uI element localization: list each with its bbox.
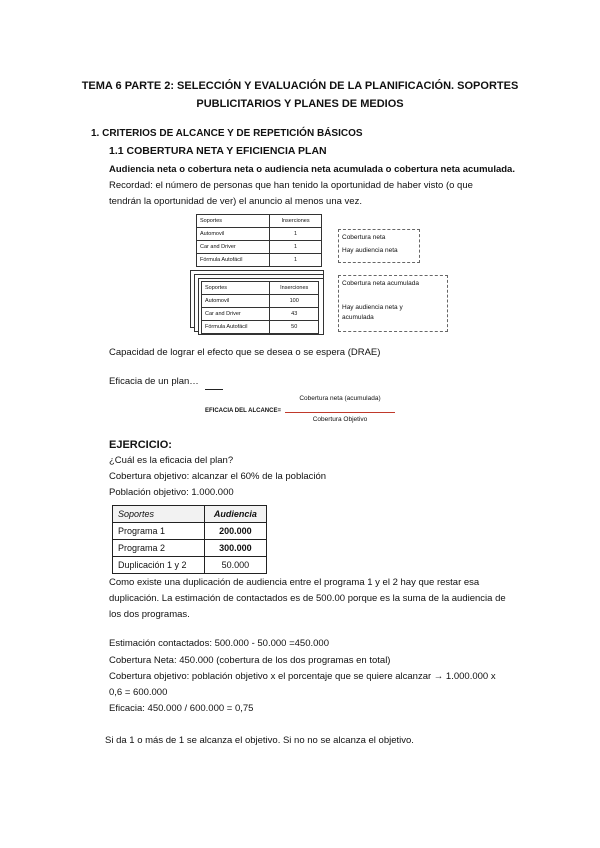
section-heading: 1. CRITERIOS DE ALCANCE Y DE REPETICIÓN BÁSICOS [91, 128, 363, 139]
paragraph-line: Como existe una duplicación de audiencia entre el programa 1 y el 2 hay que restar esa [109, 577, 480, 588]
question-line: ¿Cuál es la eficacia del plan? [109, 455, 234, 466]
fig2-cell: Automovil [202, 295, 270, 308]
fig1-cell: 1 [270, 241, 322, 254]
figure2-note-box [338, 275, 448, 332]
table-header-audiencia: Audiencia [204, 506, 266, 523]
figure1-note-box [338, 229, 420, 263]
table-cell: 200.000 [204, 523, 266, 540]
subsection-heading: 1.1 COBERTURA NETA Y EFICIENCIA PLAN [109, 145, 327, 157]
table-cell: 50.000 [204, 557, 266, 574]
fig1-cell: Automovil [197, 228, 270, 241]
table-header-soportes: Soportes [113, 506, 205, 523]
fig2-cell: Fórmula Autofácil [202, 321, 270, 334]
formula-label: EFICACIA DEL ALCANCE= [205, 408, 281, 414]
fig1-box-line1: Cobertura neta [342, 234, 386, 241]
calc-line: 0,6 = 600.000 [109, 687, 168, 698]
formula-denominator: Cobertura Objetivo [312, 416, 368, 423]
fig2-box-line1: Cobertura neta acumulada [342, 280, 419, 287]
table-cell: 300.000 [204, 540, 266, 557]
fig2-box-line2: Hay audiencia neta y acumulada [342, 304, 403, 321]
underline-mark [205, 389, 223, 390]
fig1-header-inserciones: Inserciones [270, 215, 322, 228]
population-line: Población objetivo: 1.000.000 [109, 487, 234, 498]
fraction-line [285, 412, 395, 413]
paragraph-line: duplicación. La estimación de contactados es de 500.00 porque es la suma de la audiencia de [109, 593, 506, 604]
fig1-cell: Car and Driver [197, 241, 270, 254]
fig2-cell: 43 [270, 308, 319, 321]
calc-line: Estimación contactados: 500.000 - 50.000 =450.000 [109, 638, 329, 649]
page-title: TEMA 6 PARTE 2: SELECCIÓN Y EVALUACIÓN DE LA PLANIFICACIÓN. SOPORTES PUBLICITARIOS Y PLANES DE MEDIOS [81, 80, 519, 110]
fig1-box-line2: Hay audiencia neta [342, 247, 398, 254]
ejercicio-heading: EJERCICIO: [109, 439, 172, 451]
fig2-cell: 50 [270, 321, 319, 334]
figure1-table [196, 214, 322, 267]
eficacia-intro: Eficacia de un plan… [109, 376, 199, 387]
fig1-cell: Fórmula Autofácil [197, 254, 270, 267]
figure2-table [201, 281, 319, 334]
calc-line: Cobertura objetivo: población objetivo x el porcentaje que se quiere alcanzar → 1.000.000 x [109, 671, 496, 682]
fig1-header-soportes: Soportes [197, 215, 270, 228]
fig1-cell: 1 [270, 228, 322, 241]
table-cell: Programa 1 [113, 523, 205, 540]
audience-table [112, 505, 267, 574]
definition-text: Audiencia neta o cobertura neta o audiencia neta acumulada o cobertura neta acumulada. [109, 164, 515, 175]
fig1-cell: 1 [270, 254, 322, 267]
drae-definition: Capacidad de lograr el efecto que se desea o se espera (DRAE) [109, 347, 381, 358]
calc-line: Eficacia: 450.000 / 600.000 = 0,75 [109, 703, 254, 714]
table-cell: Programa 2 [113, 540, 205, 557]
fig2-header-inserciones: Inserciones [270, 282, 319, 295]
fig2-cell: 100 [270, 295, 319, 308]
recordar-line-1: Recordad: el número de personas que han tenido la oportunidad de haber visto (o que [109, 180, 473, 191]
table-cell: Duplicación 1 y 2 [113, 557, 205, 574]
recordar-line-2: tendrán la oportunidad de ver) el anuncio al menos una vez. [109, 196, 362, 207]
formula-numerator: Cobertura neta (acumulada) [299, 395, 381, 402]
fig2-header-soportes: Soportes [202, 282, 270, 295]
conclusion-line: Si da 1 o más de 1 se alcanza el objetivo. Si no no se alcanza el objetivo. [105, 735, 414, 746]
fig2-cell: Car and Driver [202, 308, 270, 321]
objective-line: Cobertura objetivo: alcanzar el 60% de la población [109, 471, 327, 482]
calc-line: Cobertura Neta: 450.000 (cobertura de los dos programas en total) [109, 655, 391, 666]
paragraph-line: los dos programas. [109, 609, 190, 620]
